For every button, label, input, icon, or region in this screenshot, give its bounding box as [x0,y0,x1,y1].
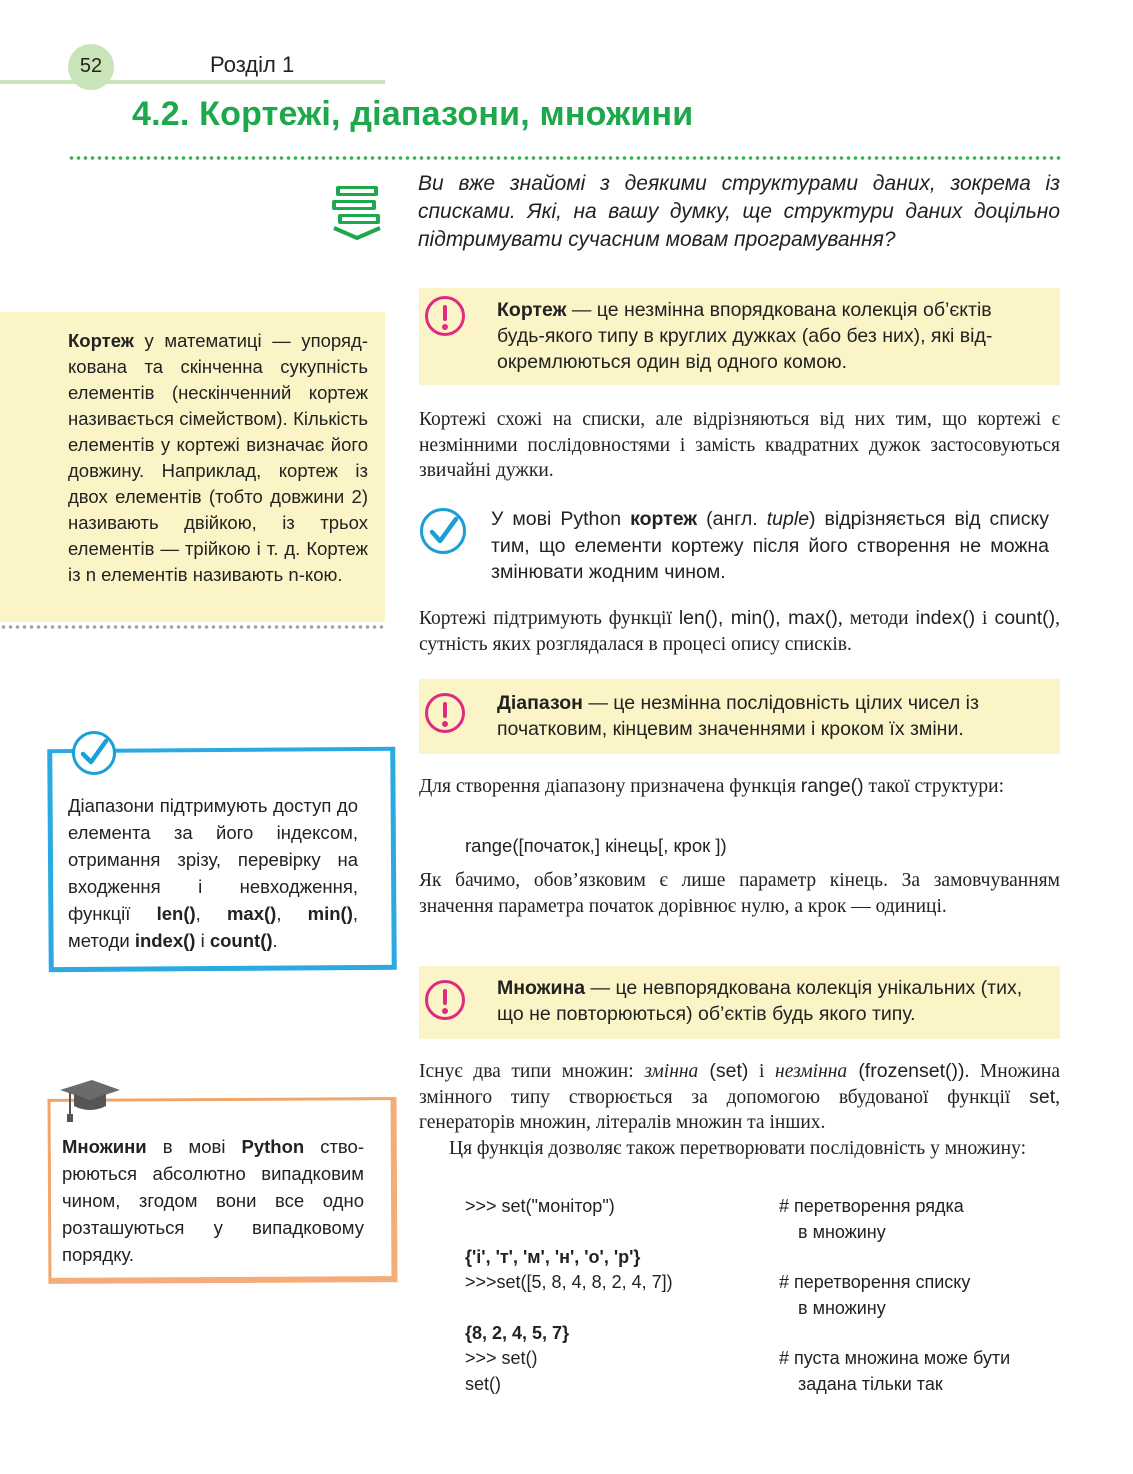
books-icon [330,182,384,240]
definition-text: Множина — це невпорядкована колекція унікальних (тих, що не повторюються) об’єктів будь якого типу. [497,977,1023,1025]
dotted-divider [0,624,385,630]
exclamation-icon [425,296,465,336]
definition-box-range [419,679,1060,754]
code-comment: задана тільки так [798,1374,943,1394]
exclamation-icon [425,980,465,1020]
code-comment: в множину [798,1222,886,1242]
definition-text: Діапазон — це незмінна послідовність цілих чисел із початковим, кінцевим значеннями і кроком їх зміни. [497,692,979,740]
header-rule [0,80,385,84]
check-icon [420,508,466,554]
graduation-cap-icon [58,1076,122,1126]
code-comment: в множину [798,1298,886,1318]
definition-term: Діапазон [497,692,583,714]
definition-term: Кортеж [497,299,567,321]
paragraph: Кортежі підтримують функції len(), min(), max(), методи index() і count(), сутність яких розглядалася в процесі опису списків. [419,607,1061,655]
code-comment: # пуста множина може бути [779,1348,1011,1368]
code-comment: # перетворення рядка [779,1196,964,1216]
sidebar-set-text: Множини в мові Python створюються абсолютно випадковим чином, згодом вони все одно розташуються у випадковому порядку. [62,1136,364,1265]
definition-box-tuple [419,288,1060,385]
code-line: >>>set([5, 8, 4, 8, 2, 4, 7]) [465,1272,673,1292]
page-number: 52 [68,44,114,90]
note-tuple: У мові Python кортеж (англ. tuple) відрізняється від списку тим, що елементи кортежу після його створення не можна змінювати жодним чином. [491,508,1049,583]
paragraph: Ця функція дозволяє також перетворювати послідовність у множину: [449,1138,1026,1159]
sidebar-range-text: Діапазони підтримують доступ до елемента за його індексом, отримання зрізу, перевірку на входження і невходження, функції len(), max(), min(), методи index() і count(). [68,795,358,951]
paragraph: Як бачимо, обов’язковим є лише параметр кінець. За замовчуванням значення параметра початок дорівнює нулю, а крок — одиниці. [419,870,1060,917]
intro-question: Ви вже знайомі з деякими структурами даних, зокрема із списками. Які, на вашу думку, ще структури даних доцільно підтримувати сучасним мовам програмування? [418,172,1060,251]
paragraph: Кортежі схожі на списки, але відрізняються від них тим, що кортежі є незмінними послідовностями і замість квадратних дужок застосовуються звичайні дужки. [419,409,1060,481]
sidebar-tuple-text: Кортеж у математиці — упорядкована та скінченна сукупність елементів (нескінченний кортеж називається сімейством). Кількість елементів у кортежі визначає його довжину. Наприклад, кортеж із двох елементів (тобто довжини 2) називають двійкою, із трьох елементів — трійкою і т. д. Кортеж із n елементів називають n-кою. [68,330,368,585]
paragraph: Існує два типи множин: змінна (set) і незмінна (frozenset()). Множина змінного типу створюється за допомогою вбудованої функції set, генераторів множин, літералів множин та інших. [419,1060,1060,1133]
dotted-divider [68,155,1062,161]
code-comment: # перетворення списку [779,1272,971,1292]
code-line: set() [465,1374,501,1394]
check-icon [72,731,116,775]
code-result: {'і', 'т', 'м', 'н', 'о', 'р'} [465,1247,641,1267]
code-line: >>> set() [465,1348,538,1368]
code-result: {8, 2, 4, 5, 7} [465,1323,570,1343]
range-syntax: range([початок,] кінець[, крок ]) [465,835,727,856]
definition-box-set [419,966,1060,1039]
page-title: 4.2. Кортежі, діапазони, множини [132,95,694,133]
section-label: Розділ 1 [210,52,295,77]
definition-text: Кортеж — це незмінна впорядкована колекція об’єктів будь-якого типу в круглих дужках (або без них), які відокремлюються один від одного комою. [497,299,993,373]
paragraph: Для створення діапазону призначена функція range() такої структури: [419,775,1004,797]
definition-term: Множина [497,977,586,999]
code-line: >>> set("монітор") [465,1196,615,1216]
exclamation-icon [425,693,465,733]
